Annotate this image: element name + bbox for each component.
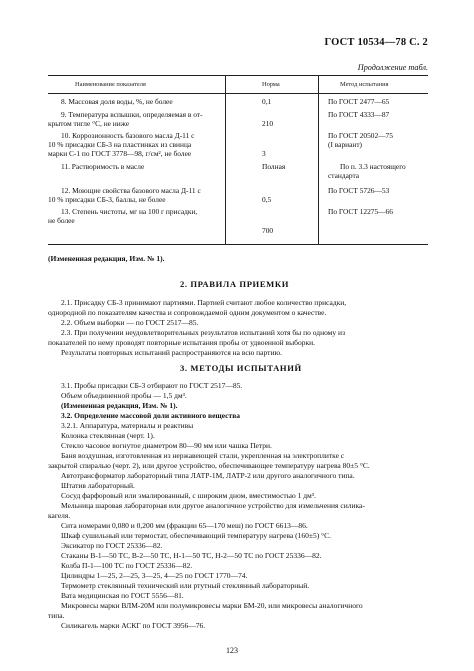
section-2-line: однородной по показателям качества и сопровождаемой одним документом о качестве. <box>48 308 327 317</box>
row-13-name-line-1: 13. Степень чистоты, мг на 100 г присадки, <box>61 207 198 216</box>
equipment-item: типа. <box>48 611 65 620</box>
row-11-norm: Полная <box>262 162 286 171</box>
section-3-edition-note: (Измененная редакция, Изм. № 1). <box>61 401 178 410</box>
section-2-line: показателей по нему проводят повторные испытания пробы от удвоенной выборки. <box>48 338 315 347</box>
edition-note: (Измененная редакция, Изм. № 1). <box>48 254 165 263</box>
equipment-item: Силикагель марки АСКГ по ГОСТ 3956—76. <box>61 621 206 630</box>
equipment-item: Мельница шаровая лабораторная или другое аналогичное устройство для измельчения силика- <box>61 501 365 510</box>
row-11-method-line-1: По п. 3.3 настоящего <box>340 162 406 171</box>
table-top-border <box>48 75 428 76</box>
row-8-method: По ГОСТ 2477—65 <box>328 97 390 106</box>
section-3-2-title: 3.2. Определение массовой доли активного вещества <box>61 411 240 420</box>
equipment-item: Вата медицинская по ГОСТ 5556—81. <box>61 591 184 600</box>
equipment-item: Сита номерами 0,080 и 0,200 мм (фракции 65—170 меш) по ГОСТ 6613—86. <box>61 521 308 530</box>
row-11-name: 11. Растворимость в масле <box>61 162 145 171</box>
row-9-name-line-2: крытом тигле °С, не ниже <box>48 119 129 128</box>
row-12-name-line-2: 10 % присадки СБ-3, баллы, не более <box>48 195 166 204</box>
row-11-method-line-2: стандарта <box>328 171 360 180</box>
equipment-item: закрытой спиралью (черт. 2), или другое устройство, обеспечивающее температуру нагрева 80±5 °С. <box>48 461 370 470</box>
equipment-item: Штатив лабораторный. <box>61 481 135 490</box>
equipment-item: Термометр стеклянный технический или ртутный стеклянный лабораторный. <box>61 581 310 590</box>
section-3-1-line-2: Объем объединенной пробы — 1,5 дм³. <box>61 391 187 400</box>
section-3-1-line-1: 3.1. Пробы присадки СБ-3 отбирают по ГОСТ 2517—85. <box>61 381 243 390</box>
equipment-item: Стекло часовое вогнутое диаметром 80—90 мм или чашка Петри. <box>61 441 272 450</box>
section-2-title: 2. ПРАВИЛА ПРИЕМКИ <box>180 279 289 289</box>
column-header-norm: Норма <box>262 81 280 88</box>
row-10-name-line-1: 10. Коррозионность базового масла Д-11 с <box>61 131 195 140</box>
row-13-method: По ГОСТ 12275—66 <box>328 207 393 216</box>
table-continuation-label: Продолжение табл. <box>357 63 428 72</box>
row-13-name-line-2: не более <box>48 216 75 225</box>
row-8-name: 8. Массовая доля воды, %, не более <box>61 97 173 106</box>
equipment-item: кагеля. <box>48 511 71 520</box>
table-column-divider-2 <box>318 75 319 244</box>
row-10-method-line-2: (I вариант) <box>328 140 363 149</box>
equipment-item: Эксикатор по ГОСТ 25336—82. <box>61 541 163 550</box>
row-9-method: По ГОСТ 4333—87 <box>328 110 390 119</box>
equipment-item: Колба П-1—100 ТС по ГОСТ 25336—82. <box>61 561 193 570</box>
table-bottom-border <box>48 244 428 245</box>
row-12-norm: 0,5 <box>262 195 272 204</box>
equipment-item: Микровесы марки ВЛМ-20М или полумикровесы марки БМ-20, или микровесы аналогичного <box>61 601 363 610</box>
equipment-item: Шкаф сушильный или термостат, обеспечивающий температуру нагрева (160±5) °С. <box>61 531 331 540</box>
column-header-method: Метод испытания <box>340 81 389 88</box>
equipment-item: Баня воздушная, изготовленная из нержавеющей стали, укрепленная на электроплитке с <box>61 451 345 460</box>
section-2-line: 2.3. При получении неудовлетворительных результатов испытаний хотя бы по одному из <box>61 328 346 337</box>
equipment-item: Цилиндры 1—25, 2—25, 3—25, 4—25 по ГОСТ 1770—74. <box>61 571 248 580</box>
section-2-line: 2.2. Объем выборки — по ГОСТ 2517—85. <box>61 318 199 327</box>
row-10-norm: 3 <box>262 149 266 158</box>
section-3-2-1-title: 3.2.1. Аппаратура, материалы и реактивы <box>61 421 194 430</box>
row-10-name-line-3: марки С-1 по ГОСТ 3778—98, г/см², не более <box>48 149 192 158</box>
section-2-line: Результаты повторных испытаний распространяются на всю партию. <box>61 348 282 357</box>
equipment-item: Автотрансформатор лабораторный типа ЛАТР-1М, ЛАТР-2 или другого аналогичного типа. <box>61 471 355 480</box>
equipment-item: Стаканы В-1—50 ТС, В-2—50 ТС, Н-1—50 ТС, Н-2—50 ТС по ГОСТ 25336—82. <box>61 551 322 560</box>
section-2-line: 2.1. Присадку СБ-3 принимают партиями. Партией считают любое количество присадки, <box>61 298 347 307</box>
row-10-method-line-1: По ГОСТ 20502—75 <box>328 131 393 140</box>
table-header-border <box>48 93 428 94</box>
page-header-title: ГОСТ 10534—78 С. 2 <box>324 37 428 48</box>
row-9-norm: 210 <box>262 119 274 128</box>
equipment-item: Колонка стеклянная (черт. 1). <box>61 431 155 440</box>
equipment-item: Сосуд фарфоровый или эмалированный, с широким дном, вместимостью 1 дм³. <box>61 491 316 500</box>
column-header-name: Наименование показателя <box>75 81 146 88</box>
table-column-divider-1 <box>225 75 226 244</box>
row-12-method: По ГОСТ 5726—53 <box>328 186 390 195</box>
section-3-title: 3. МЕТОДЫ ИСПЫТАНИЙ <box>180 363 302 373</box>
row-13-norm: 700 <box>262 226 274 235</box>
page-number: 123 <box>226 646 238 655</box>
row-12-name-line-1: 12. Моющие свойства базового масла Д-11 с <box>61 186 201 195</box>
row-8-norm: 0,1 <box>262 97 272 106</box>
row-9-name-line-1: 9. Температура вспышки, определяемая в от- <box>61 110 203 119</box>
row-10-name-line-2: 10 % присадки СБ-3 на пластинках из свинца <box>48 140 192 149</box>
